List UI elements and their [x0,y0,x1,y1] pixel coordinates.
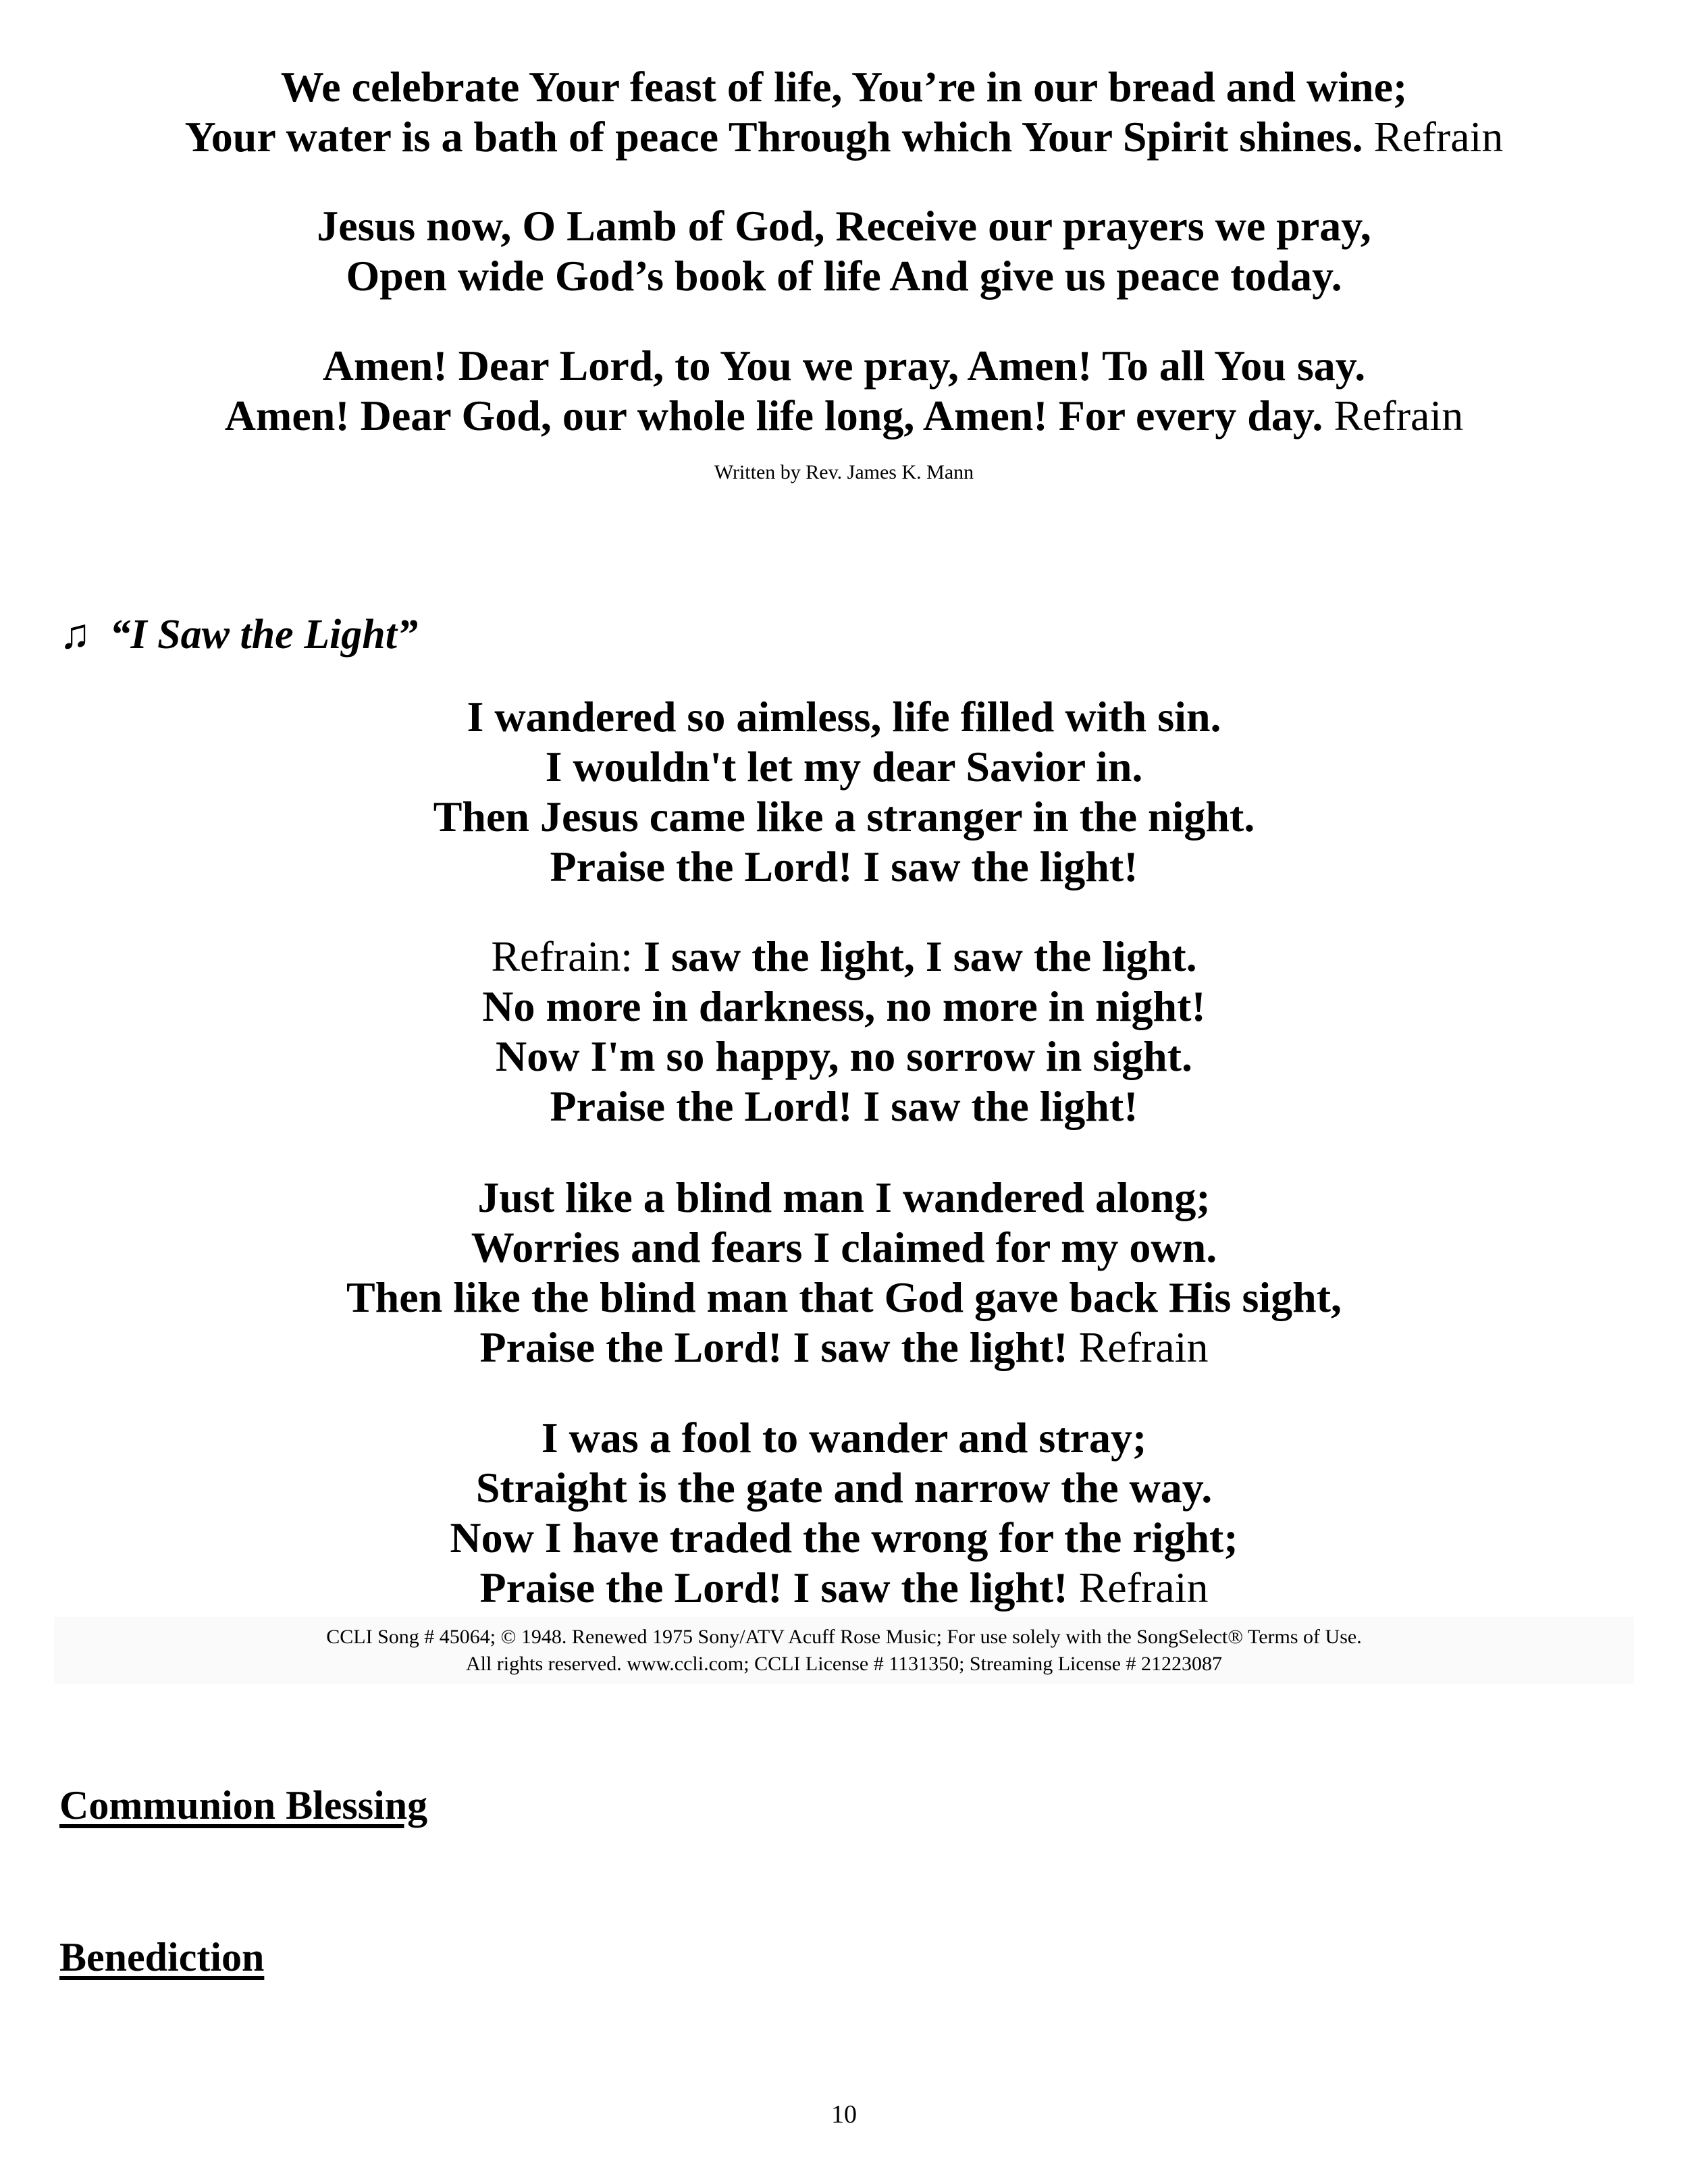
lyric-line: Worries and fears I claimed for my own. [471,1223,1217,1271]
benediction-heading: Benediction [59,1935,265,1979]
hymn-verse-4 [0,201,1688,301]
refrain-cue: Refrain [1323,392,1464,440]
lyric-line: Now I have traded the wrong for the right; [450,1514,1238,1562]
lyric-line: No more in darkness, no more in night! [482,982,1206,1030]
lyric-line: Jesus now, O Lamb of God, Receive our prayers we pray, [317,202,1371,250]
lyric-line: Praise the Lord! I saw the light! [550,1082,1138,1130]
lyric-line: Praise the Lord! I saw the light! [479,1323,1068,1371]
lyric-line: Straight is the gate and narrow the way. [475,1464,1213,1512]
lyric-line: Now I'm so happy, no sorrow in sight. [496,1032,1192,1080]
lyric-line: Open wide God’s book of life And give us peace today. [346,252,1342,300]
lyric-line: Praise the Lord! I saw the light! [479,1564,1068,1612]
hymn-credit: Written by Rev. James K. Mann [714,461,974,483]
copyright-notice [54,1617,1634,1684]
song-title [59,611,418,659]
lyric-line: Your water is a bath of peace Through which Your Spirit shines. [184,113,1363,161]
copyright-line: All rights reserved. www.ccli.com; CCLI License # 1131350; Streaming License # 21223087 [465,1653,1223,1675]
lyric-line: Praise the Lord! I saw the light! [550,843,1138,890]
song-verse-1 [0,692,1688,892]
refrain-cue: Refrain [1363,113,1504,161]
hymn-verse-5 [0,341,1688,441]
copyright-line: CCLI Song # 45064; © 1948. Renewed 1975 Sony/ATV Acuff Rose Music; For use solely with the SongSelect® Terms of Use. [326,1626,1362,1648]
lyric-line: Then Jesus came like a stranger in the night. [433,793,1255,841]
lyric-line: I wouldn't let my dear Savior in. [545,743,1143,791]
lyric-line: I was a fool to wander and stray; [541,1414,1147,1462]
lyric-line: We celebrate Your feast of life, You’re in our bread and wine; [280,63,1408,111]
song-refrain [0,932,1688,1131]
song-verse-3 [0,1413,1688,1613]
lyric-line: I wandered so aimless, life filled with sin. [467,693,1221,741]
lyric-line: Amen! Dear God, our whole life long, Amen! For every day. [224,392,1323,440]
lyric-line: Just like a blind man I wandered along; [477,1173,1211,1221]
song-title-text: “I Saw the Light” [109,612,418,658]
page-number: 10 [831,2100,857,2129]
song-verse-2 [0,1173,1688,1373]
lyric-line: I saw the light, I saw the light. [643,932,1197,980]
lyric-line: Then like the blind man that God gave back His sight, [346,1273,1342,1321]
music-note-icon: ♫ [59,612,91,658]
refrain-cue: Refrain [1067,1323,1209,1371]
hymn-verse-3 [0,62,1688,162]
communion-blessing-heading: Communion Blessing [59,1783,428,1828]
refrain-label: Refrain: [491,932,644,980]
lyric-line: Amen! Dear Lord, to You we pray, Amen! To all You say. [322,342,1366,390]
refrain-cue: Refrain [1067,1564,1209,1612]
